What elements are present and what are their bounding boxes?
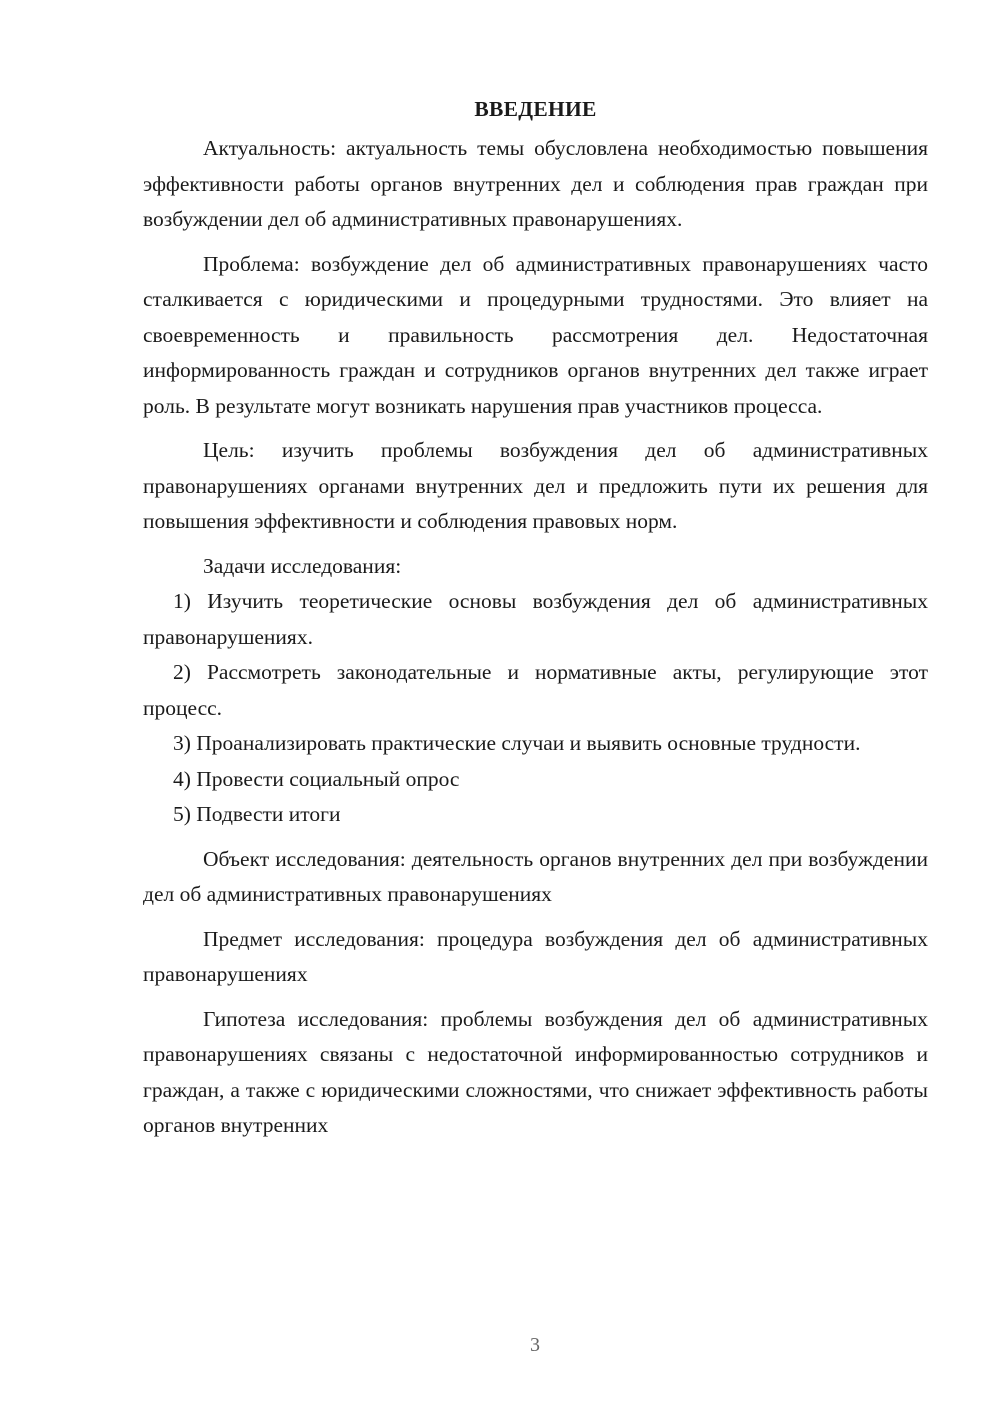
task-item-2: 2) Рассмотреть законодательные и нормативные акты, регулирующие этот процесс. <box>143 660 928 720</box>
task-item-4: 4) Провести социальный опрос <box>173 766 460 791</box>
task-item-5: 5) Подвести итоги <box>173 802 341 826</box>
tasks-title: Задачи исследования: <box>203 553 402 578</box>
page-number: 3 <box>530 1334 540 1356</box>
task-item-3: 3) Проанализировать практические случаи и выявить основные трудности. <box>173 731 861 755</box>
paragraph-object: Объект исследования: деятельность органов внутренних дел при возбуждении дел об административных правонарушениях <box>143 846 928 906</box>
task-item-1: 1) Изучить теоретические основы возбуждения дел об административных правонарушениях. <box>143 589 928 649</box>
section-heading: ВВЕДЕНИЕ <box>474 97 597 121</box>
paragraph-hypothesis: Гипотеза исследования: проблемы возбуждения дел об административных правонарушениях связаны с недостаточной информированностью сотрудников и граждан, а также с юридическими сложностями, что снижает эффективность работы органов внутренних <box>143 1006 928 1137</box>
paragraph-goal: Цель: изучить проблемы возбуждения дел об административных правонарушениях органами внутренних дел и предложить пути их решения для повышения эффективности и соблюдения правовых норм. <box>143 438 928 533</box>
paragraph-subject: Предмет исследования: процедура возбуждения дел об административных правонарушениях <box>143 926 928 986</box>
paragraph-problem: Проблема: возбуждение дел об административных правонарушениях часто сталкивается с юридическими и процедурными трудностями. Это влияет на своевременность и правильность рассмотрения дел. Недостаточная информированность граждан и сотрудников органов внутренних дел также играет роль. В результате могут возникать нарушения прав участников процесса. <box>143 251 928 418</box>
document-page <box>143 95 928 1144</box>
paragraph-relevance: Актуальность: актуальность темы обусловлена необходимостью повышения эффективности работы органов внутренних дел и соблюдения прав граждан при возбуждении дел об административных правонарушениях. <box>143 136 928 231</box>
